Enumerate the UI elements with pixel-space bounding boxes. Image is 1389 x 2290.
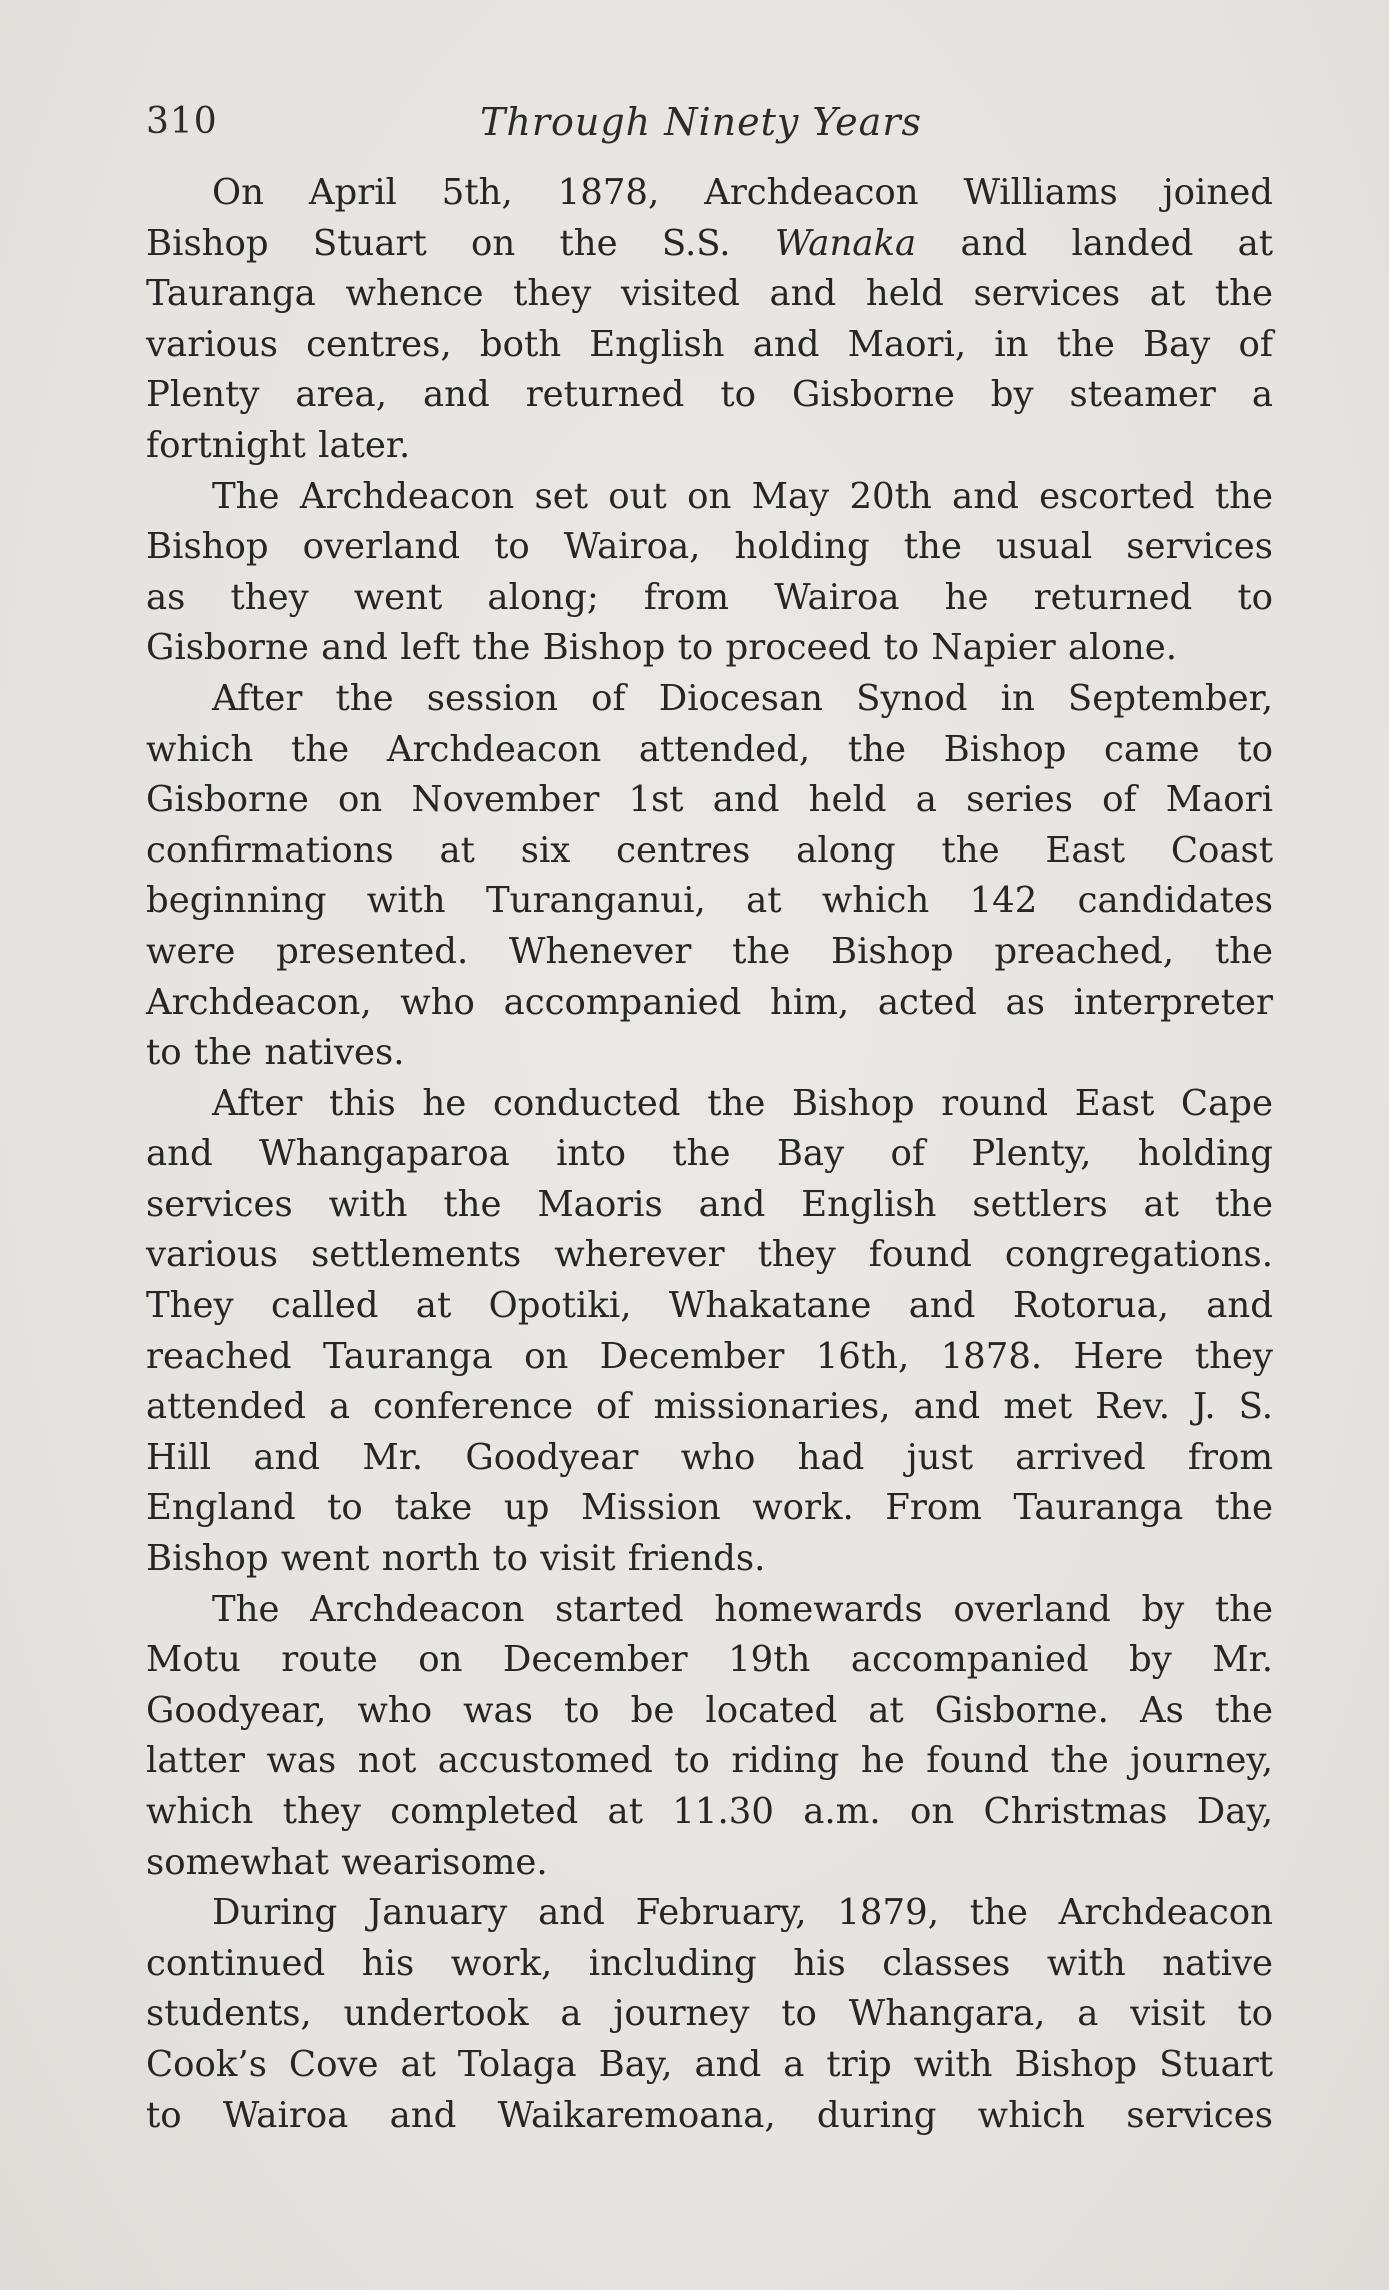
text-line: were presented. Whenever the Bishop preached, the xyxy=(146,930,1273,972)
text-line: confirmations at six centres along the East Coast xyxy=(146,829,1273,871)
text-line: services with the Maoris and English settlers at the xyxy=(146,1183,1273,1225)
text-line: They called at Opotiki, Whakatane and Rotorua, and xyxy=(146,1285,1273,1327)
text-line: Goodyear, who was to be located at Gisborne. As the xyxy=(146,1689,1273,1731)
paragraph-3 xyxy=(146,674,1273,1079)
text-line: The Archdeacon set out on May 20th and escorted the xyxy=(212,475,1273,517)
page-number: 310 xyxy=(146,101,218,142)
text-line: After the session of Diocesan Synod in September, xyxy=(212,677,1273,719)
text-line: to the natives. xyxy=(146,1032,405,1074)
text-line: latter was not accustomed to riding he found the journey, xyxy=(146,1740,1273,1782)
text-line: attended a conference of missionaries, and met Rev. J. S. xyxy=(146,1386,1273,1428)
text-line: Bishop went north to visit friends. xyxy=(146,1538,766,1580)
text-line: Tauranga whence they visited and held services at the xyxy=(146,273,1273,315)
page-header xyxy=(146,92,1276,152)
body-text xyxy=(146,168,1273,2141)
text-line: continued his work, including his classes with native xyxy=(146,1942,1273,1984)
text-segment: Bishop Stuart on the S.S. xyxy=(146,222,731,264)
text-line: On April 5th, 1878, Archdeacon Williams joined xyxy=(212,172,1273,213)
text-line: Motu route on December 19th accompanied by Mr. xyxy=(146,1639,1273,1681)
text-line: which the Archdeacon attended, the Bishop came to xyxy=(146,728,1273,770)
text-segment: and landed at xyxy=(960,222,1273,264)
text-line: which they completed at 11.30 a.m. on Christmas Day, xyxy=(146,1791,1273,1832)
running-title: Through Ninety Years xyxy=(480,100,922,144)
text-line: Gisborne on November 1st and held a series of Maori xyxy=(146,779,1273,821)
paragraph-6 xyxy=(146,1888,1273,2141)
text-line: Cook’s Cove at Tolaga Bay, and a trip with Bishop Stuart xyxy=(146,2043,1273,2085)
text-line: to Wairoa and Waikaremoana, during which services xyxy=(146,2094,1273,2136)
text-line-with-ship-name xyxy=(146,219,1273,270)
text-line: reached Tauranga on December 16th, 1878. Here they xyxy=(146,1335,1273,1377)
text-line: England to take up Mission work. From Tauranga the xyxy=(146,1487,1273,1529)
text-line: Gisborne and left the Bishop to proceed to Napier alone. xyxy=(146,627,1178,669)
text-line: Hill and Mr. Goodyear who had just arrived from xyxy=(146,1436,1273,1478)
text-line: The Archdeacon started homewards overland by the xyxy=(212,1588,1273,1630)
text-line: students, undertook a journey to Whangara, a visit to xyxy=(146,1993,1273,2035)
text-line: Plenty area, and returned to Gisborne by steamer a xyxy=(146,374,1273,416)
text-line: beginning with Turanganui, at which 142 candidates xyxy=(146,880,1273,922)
text-line: During January and February, 1879, the Archdeacon xyxy=(212,1892,1273,1934)
paragraph-5 xyxy=(146,1585,1273,1889)
text-line: various centres, both English and Maori, in the Bay of xyxy=(146,323,1273,365)
paragraph-2 xyxy=(146,472,1273,674)
text-line: somewhat wearisome. xyxy=(146,1841,548,1883)
text-line: After this he conducted the Bishop round East Cape xyxy=(212,1082,1273,1124)
text-line: fortnight later. xyxy=(146,424,411,466)
text-line: Archdeacon, who accompanied him, acted as interpreter xyxy=(146,981,1273,1023)
paragraph-4 xyxy=(146,1079,1273,1585)
text-line: and Whangaparoa into the Bay of Plenty, holding xyxy=(146,1133,1273,1175)
paragraph-1 xyxy=(146,168,1273,472)
text-line: various settlements wherever they found congregations. xyxy=(146,1234,1273,1276)
ship-name: Wanaka xyxy=(774,222,917,264)
text-line: Bishop overland to Wairoa, holding the usual services xyxy=(146,526,1273,568)
text-line: as they went along; from Wairoa he returned to xyxy=(146,576,1273,618)
